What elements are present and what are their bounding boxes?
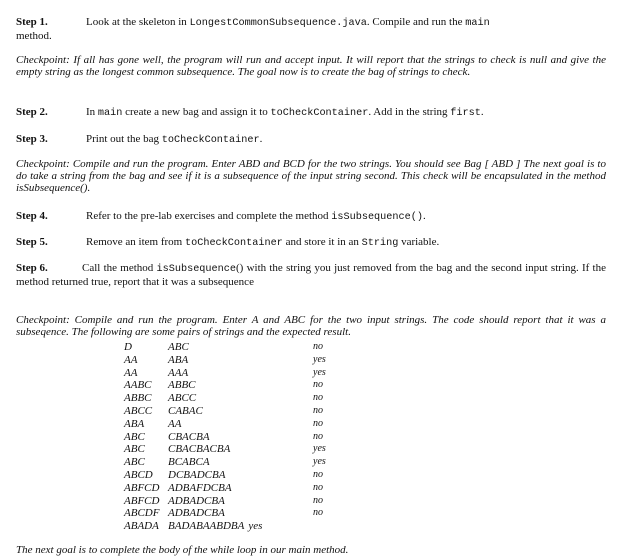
step-5-label: Step 5. <box>16 236 48 248</box>
pair-result: no <box>313 405 323 416</box>
pair-second-string: BCABCA <box>168 456 210 469</box>
pair-second-string: ABA <box>168 353 189 366</box>
pair-second-string: AAA <box>168 366 189 379</box>
step-1-code-2: main <box>465 18 490 29</box>
pair-second-string: CABAC <box>168 405 203 417</box>
pair-first-string: ABADA <box>124 520 159 533</box>
step-2 <box>16 106 606 120</box>
step-4-text: Refer to the pre-lab exercises and complete the method <box>86 210 332 222</box>
pair-first-string: AABC <box>124 379 152 392</box>
footer-note: The next goal is to complete the body of the while loop in our main method. <box>16 544 349 556</box>
step-1-text-b: . Compile and run the <box>366 16 466 28</box>
pair-second-string: ADBADCBA <box>168 507 225 520</box>
pair-first-string: ABA <box>124 417 145 430</box>
pair-result: yes <box>313 456 326 468</box>
step-1-label: Step 1. <box>16 16 48 28</box>
step-2-text-c: . Add in the string <box>368 106 451 118</box>
step-4-text-b: . <box>422 210 426 222</box>
step-4 <box>16 210 606 224</box>
step-5-text-b: and store it in an <box>282 236 362 248</box>
step-1-text-c: method. <box>16 30 52 42</box>
step-2-text: In <box>86 106 98 118</box>
pair-first-string: ABCC <box>124 405 153 417</box>
step-3-text: Print out the bag <box>86 133 162 145</box>
step-2-text-d: . <box>480 106 484 118</box>
checkpoint-2: Checkpoint: Compile and run the program. Enter ABD and BCD for the two strings. You should see Bag [ ABD ] The next goal is to do take a string from the bag and see if it is a subsequence of the input string second. This check will be encapsulated in the method isSubsequence(). <box>16 158 606 194</box>
pair-result: no <box>313 341 323 352</box>
pair-result: no <box>313 392 323 404</box>
step-6-text: Call the method <box>82 262 157 274</box>
pair-second-string: ADBADCBA <box>168 494 225 507</box>
step-6 <box>16 262 606 288</box>
pair-result: no <box>313 481 323 493</box>
step-2-label: Step 2. <box>16 106 48 118</box>
step-3 <box>16 133 606 147</box>
step-3-code: toCheckContainer <box>161 135 260 146</box>
pair-second-string: ABBC <box>168 379 196 392</box>
pair-first-string: ABC <box>124 443 145 456</box>
pair-second-string: AA <box>168 417 182 430</box>
pair-second-string: BADABAABDBA <box>168 520 245 533</box>
pair-result: no <box>313 417 323 429</box>
step-3-label: Step 3. <box>16 133 48 145</box>
step-2-code-3: first <box>450 108 481 119</box>
pair-result: no <box>313 430 323 442</box>
step-2-text-b: create a new bag and assign it to <box>122 106 271 118</box>
pair-first-string: ABFCD <box>124 494 160 507</box>
pair-first-string: AA <box>124 366 138 379</box>
pair-second-string: ABC <box>168 341 189 353</box>
step-6-text-b: () with the string you just removed from the bag and the second input string. If the method returned true, report that it was a subsequence <box>16 262 606 288</box>
pair-result: no <box>313 507 323 519</box>
step-2-code-2: toCheckContainer <box>270 108 369 119</box>
pair-last-holder <box>168 520 262 532</box>
pair-first-string: ABC <box>124 456 145 469</box>
step-5-code-2: String <box>361 238 399 249</box>
step-5-text-c: variable. <box>398 236 440 248</box>
pair-first-string: ABCD <box>124 469 153 481</box>
step-5 <box>16 236 606 250</box>
checkpoint-3: Checkpoint: Compile and run the program. Enter A and ABC for the two input strings. The code should report that it was a subseqence. The following are some pairs of strings and the expected result. <box>16 314 606 338</box>
step-3-text-b: . <box>259 133 263 145</box>
pair-result: yes <box>313 366 326 378</box>
step-4-code: isSubsequence() <box>331 212 423 223</box>
step-1 <box>16 16 606 42</box>
pair-first-string: ABCDF <box>124 507 160 520</box>
pair-result: yes <box>313 353 326 365</box>
step-1-code: LongestCommonSubsequence.java <box>189 18 367 29</box>
step-5-text: Remove an item from <box>86 236 185 248</box>
pair-result: no <box>313 469 323 480</box>
pair-result: no <box>313 379 323 391</box>
step-1-text: Look at the skeleton in <box>86 16 190 28</box>
checkpoint-1: Checkpoint: If all has gone well, the program will run and accept input. It will report that the strings to check is null and give the empty string as the longest common subsequence. The goal now is to create the bag of strings to check. <box>16 54 606 78</box>
pair-first-string: D <box>124 341 132 353</box>
step-4-label: Step 4. <box>16 210 48 222</box>
pair-second-string: CBACBACBA <box>168 443 231 456</box>
step-5-code: toCheckContainer <box>184 238 283 249</box>
pair-result: yes <box>313 443 326 455</box>
pair-second-string: ABCC <box>168 392 197 405</box>
pair-first-string: AA <box>124 353 138 366</box>
pair-result: yes <box>248 520 263 533</box>
pair-second-string: CBACBA <box>168 430 210 443</box>
pair-first-string: ABC <box>124 430 145 443</box>
pair-first-string: ABBC <box>124 392 152 405</box>
step-2-code: main <box>97 108 123 119</box>
pair-second-string: ADBAFDCBA <box>168 481 232 494</box>
pair-second-string: DCBADCBA <box>168 469 226 481</box>
pair-result: no <box>313 494 323 506</box>
pair-first-string: ABFCD <box>124 481 160 494</box>
step-6-code: isSubsequence <box>156 264 236 275</box>
step-6-label: Step 6. <box>16 262 48 274</box>
